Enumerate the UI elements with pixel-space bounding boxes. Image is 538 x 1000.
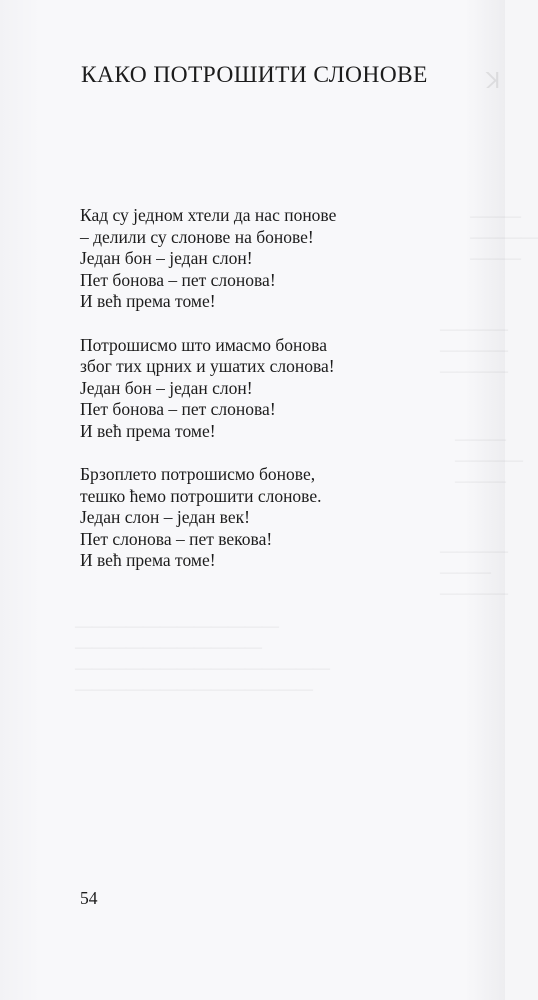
poem-body [80,205,410,594]
show-through-block: ―――― ――― ―――― [440,541,508,602]
poem-line: Један бон – један слон! [80,377,253,398]
poem-line: Један бон – један слон! [80,248,253,268]
poem-line: Пет бонова – пет слонова! [80,269,276,290]
poem-line: И већ према томе! [80,420,216,441]
poem-line: Пет слонова – пет векова! [80,528,273,549]
stanza [80,464,410,572]
poem-line: И већ према томе! [80,291,216,311]
poem-line: Потрошисмо што имасмо бонова [80,334,327,355]
stanza [80,335,410,443]
show-through-block: ―――――――――――― ――――――――――― ――――――――――――――― ―――――――――――――― [75,616,330,698]
poem-line: Кад су једном хтели да нас понове [80,205,337,225]
show-through-block: ――― ―――― ――― [470,206,538,267]
poem-line: Брзоплето потрошисмо бонове, [80,464,316,484]
poem-line: тешко ћемо потрошити слонове. [80,485,322,506]
poem-line: – делили су слонове на бонове! [80,226,314,247]
show-through-block: ―――― ―――― ―――― [440,319,508,380]
poem-line: због тих црних и ушатих слонова! [80,356,335,376]
poem-line: Пет бонова – пет слонова! [80,399,276,419]
poem-title: КАКО ПОТРОШИТИ СЛОНОВЕ [81,62,428,88]
show-through-block: ――― ―――― ――― [455,429,523,490]
stanza [80,205,410,313]
poem-line: Један слон – један век! [80,507,250,527]
poem-line: И већ према томе! [80,550,216,570]
page-number: 54 [80,888,98,908]
show-through-title: ꓘ [486,68,501,93]
